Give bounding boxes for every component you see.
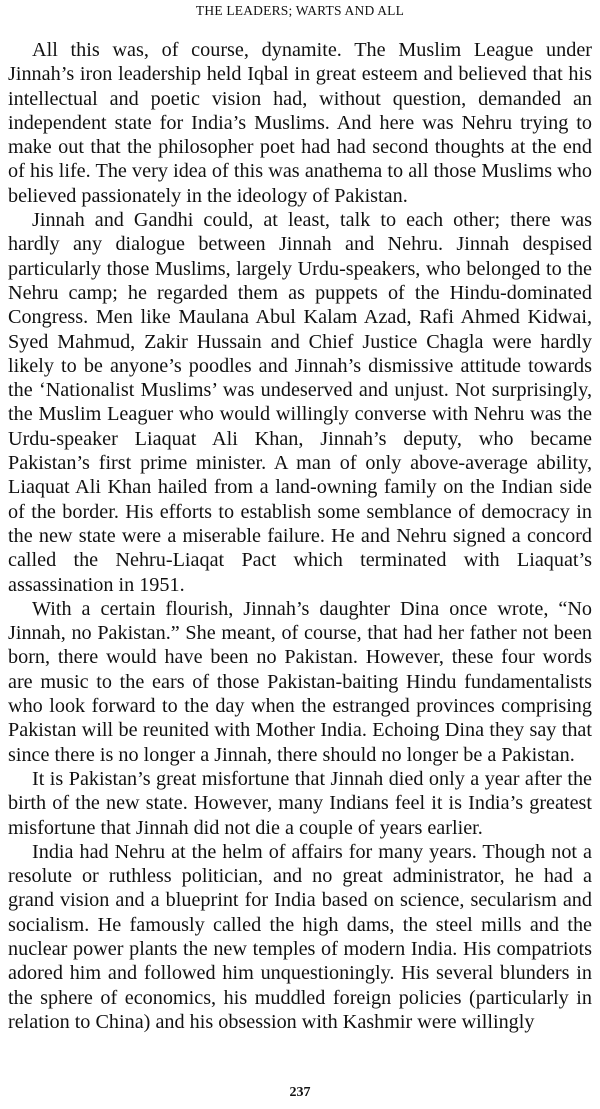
paragraph-3: With a certain flourish, Jinnah’s daughter Dina once wrote, “No Jinnah, no Pakistan.” She meant, of course, that had her father not been born, there would have been no Pakistan. However, these four words are music to the ears of those Pakistan-baiting Hindu fundamentalists who look forward to the day when the estranged provinces comprising Pakistan will be reunited with Mother India. Echoing Dina they say that since there is no longer a Jinnah, there should no longer be a Pakistan. xyxy=(8,597,592,766)
page-number: 237 xyxy=(289,1085,311,1100)
paragraph-5: India had Nehru at the helm of affairs for many years. Though not a resolute or ruthless politician, and no great administrator, he had a grand vision and a blueprint for India based on science, secularism and socialism. He famously called the high dams, the steel mills and the nuclear power plants the new temples of modern India. His compatriots adored him and followed him unquestioningly. His several blunders in the sphere of economics, his muddled foreign policies (particularly in relation to China) and his obsession with Kashmir were willingly xyxy=(8,840,592,1033)
paragraph-2: Jinnah and Gandhi could, at least, talk to each other; there was hardly any dialogue between Jinnah and Nehru. Jinnah despised particularly those Muslims, largely Urdu-speakers, who belonged to the Nehru camp; he regarded them as puppets of the Hindu-dominated Congress. Men like Maulana Abul Kalam Azad, Rafi Ahmed Kidwai, Syed Mahmud, Zakir Hussain and Chief Justice Chagla were hardly likely to be anyone’s poodles and Jinnah’s dismissive attitude towards the ‘Nationalist Muslims’ was undeserved and unjust. Not surprisingly, the Muslim Leaguer who would willingly converse with Nehru was the Urdu-speaker Liaquat Ali Khan, Jinnah’s deputy, who became Pakistan’s first prime minister. A man of only above-average ability, Liaquat Ali Khan hailed from a land-owning family on the Indian side of the border. His efforts to establish some semblance of democracy in the new state were a miserable failure. He and Nehru signed a concord called the Nehru-Liaqat Pact which terminated with Liaquat’s assassination in 1951. xyxy=(8,209,592,596)
body-text xyxy=(8,38,592,1034)
running-head: THE LEADERS; WARTS AND ALL xyxy=(195,3,405,18)
paragraph-1: All this was, of course, dynamite. The Muslim League under Jinnah’s iron leadership held Iqbal in great esteem and believed that his intellectual and poetic vision had, without question, demanded an independent state for India’s Muslims. And here was Nehru trying to make out that the philosopher poet had had second thoughts at the end of his life. The very idea of this was anathema to all those Muslims who believed passionately in the ideology of Pakistan. xyxy=(8,39,592,207)
paragraph-4: It is Pakistan’s great misfortune that Jinnah died only a year after the birth of the new state. However, many Indians feel it is India’s greatest misfortune that Jinnah did not die a couple of years earlier. xyxy=(8,767,592,839)
